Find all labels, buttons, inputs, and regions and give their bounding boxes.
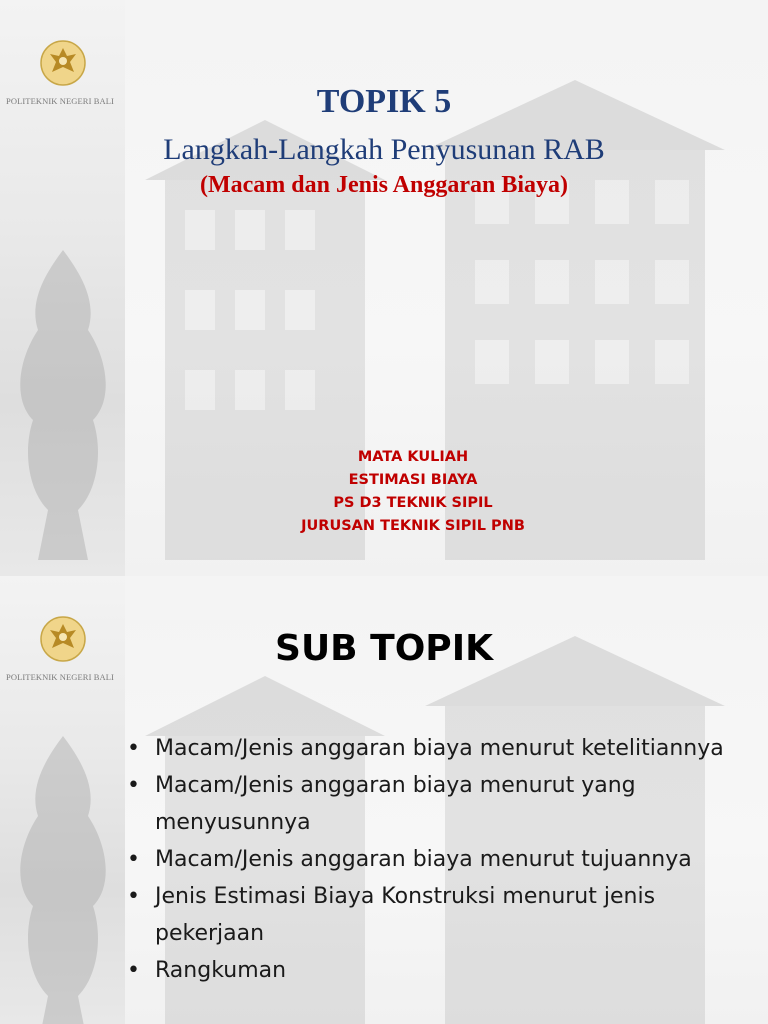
list-item: • Macam/Jenis anggaran biaya menurut ketelitiannya	[125, 730, 755, 767]
list-item: • Jenis Estimasi Biaya Konstruksi menurut jenis pekerjaan	[125, 878, 755, 952]
topic-paren-subtitle: (Macam dan Jenis Anggaran Biaya)	[199, 172, 568, 198]
subtopic-list	[125, 730, 755, 989]
garuda-logo-icon	[40, 40, 86, 86]
institution-name: POLITEKNIK NEGERI BALI	[6, 96, 114, 106]
statue-silhouette	[8, 726, 118, 1024]
course-info	[0, 446, 768, 538]
topic-subtitle: Langkah-Langkah Penyusunan RAB	[163, 133, 605, 166]
course-line: ESTIMASI BIAYA	[348, 472, 478, 488]
list-item: • Rangkuman	[125, 952, 755, 989]
topic-title: TOPIK 5	[316, 83, 452, 120]
course-line: JURUSAN TEKNIK SIPIL PNB	[301, 518, 525, 534]
subtopic-heading: SUB TOPIK	[275, 628, 493, 669]
list-item: • Macam/Jenis anggaran biaya menurut yang menyusunnya	[125, 767, 755, 841]
list-item: • Macam/Jenis anggaran biaya menurut tujuannya	[125, 841, 755, 878]
subtopic-slide	[0, 576, 768, 1024]
institution-name: POLITEKNIK NEGERI BALI	[6, 672, 114, 682]
course-line: MATA KULIAH	[357, 449, 469, 465]
course-line: PS D3 TEKNIK SIPIL	[333, 495, 493, 511]
